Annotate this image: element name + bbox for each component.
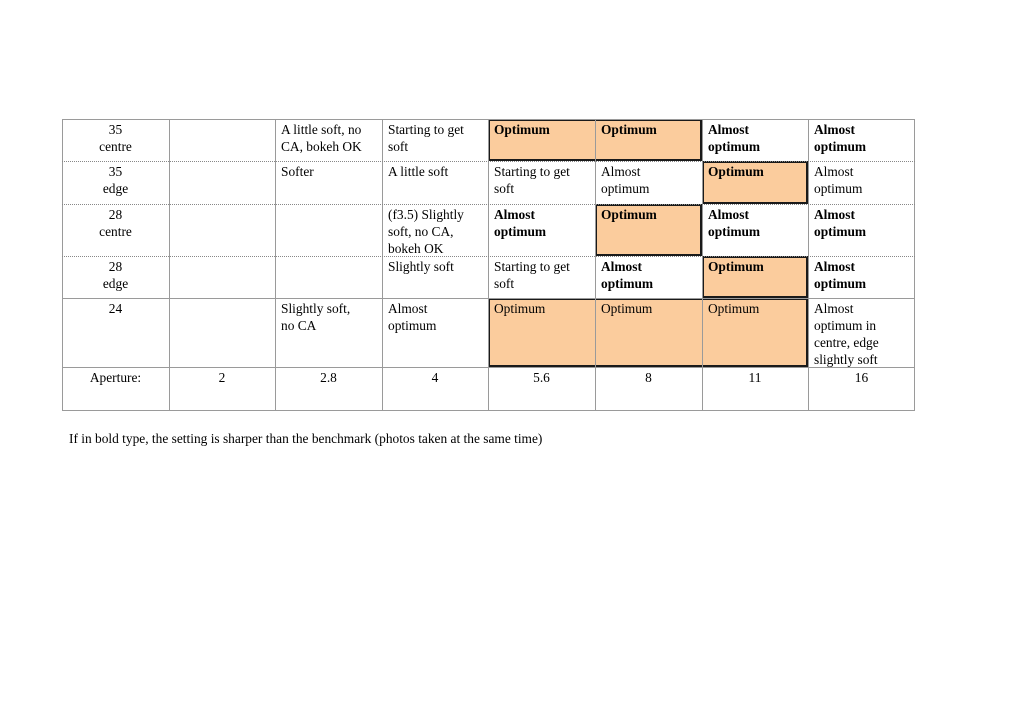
table-cell: Almost optimum in centre, edge slightly soft [814,301,879,367]
table-cell: A little soft, no CA, bokeh OK [281,122,362,154]
aperture-label: Aperture: [89,370,142,385]
table-cell [275,204,382,256]
row-label: 24 [108,301,123,316]
table-cell: Optimum [601,207,657,222]
table-cell: Optimum [494,301,546,316]
table-cell [169,298,275,367]
table-cell: Almost optimum [814,122,867,154]
table-cell: Almost optimum [814,207,867,239]
aperture-value: 2.8 [320,370,337,385]
row-label: 35 edge [102,164,129,196]
table-cell [169,119,275,161]
table-cell: Optimum [708,259,764,274]
table-cell: Optimum [494,122,550,137]
aperture-value: 16 [854,370,869,385]
table-cell: Optimum [708,301,760,316]
aperture-value: 8 [645,370,652,385]
table-cell: Optimum [708,164,764,179]
row-label: 28 edge [102,259,129,291]
table-cell: Almost optimum [601,259,654,291]
table-cell [169,256,275,298]
aperture-value: 5.6 [533,370,550,385]
aperture-value: 2 [218,370,226,385]
table-cell: Starting to get soft [388,122,464,154]
sharpness-table [62,119,915,411]
row-label: 28 centre [99,207,132,239]
table-cell [169,161,275,204]
table-cell [169,204,275,256]
table-cell: Almost optimum [708,207,761,239]
aperture-value: 11 [748,370,762,385]
table-cell: Almost optimum [601,164,650,196]
aperture-value: 4 [431,370,439,385]
table-cell: Almost optimum [388,301,437,333]
table-cell: Starting to get soft [494,164,570,196]
table-cell: A little soft [388,164,449,179]
table-cell: Almost optimum [708,122,761,154]
table-cell: Almost optimum [494,207,547,239]
table-cell: Almost optimum [814,164,863,196]
table-cell: Starting to get soft [494,259,570,291]
table-cell: Optimum [601,301,653,316]
table-cell [275,256,382,298]
table-cell: Almost optimum [814,259,867,291]
table-cell: Slightly soft [388,259,454,274]
footnote: If in bold type, the setting is sharper than the benchmark (photos taken at the same time) [69,431,543,446]
table-cell: Optimum [601,122,657,137]
table-cell: (f3.5) Slightly soft, no CA, bokeh OK [388,207,464,256]
table-cell: Softer [281,164,314,179]
row-label: 35 centre [99,122,132,154]
table-cell: Slightly soft, no CA [281,301,351,333]
